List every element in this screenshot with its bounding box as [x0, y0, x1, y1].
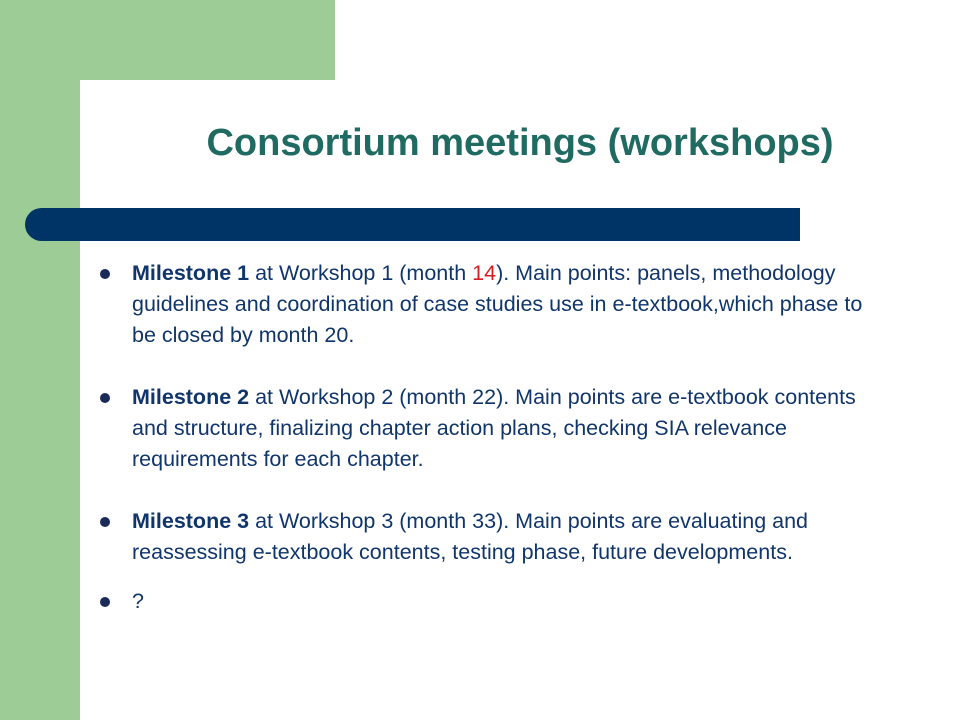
green-top-block: [0, 0, 335, 80]
title-underline-bar: [25, 208, 800, 241]
milestone-label: Milestone 1: [132, 261, 250, 285]
milestone-label: Milestone 2: [132, 385, 250, 409]
bullet-dot-icon: [100, 597, 110, 607]
milestone-label: Milestone 3: [132, 509, 250, 533]
bullet-text: at Workshop 1 (month: [249, 261, 473, 285]
bullet-dot-icon: [100, 269, 110, 279]
bullet-dot-icon: [100, 517, 110, 527]
green-side-strip: [0, 0, 80, 720]
bullet-list: [100, 258, 890, 617]
bullet-text: at Workshop 2 (month 22). Main points are e-textbook contents and structure, finalizing chapter action plans, checking SIA relevance requirements for each chapter.: [132, 385, 856, 471]
bullet-text: at Workshop 3 (month 33). Main points are evaluating and reassessing e-textbook contents, testing phase, future developments.: [132, 509, 809, 564]
bullet-text: ). Main points: panels, methodology guidelines and coordination of case studies use in e-textbook,which phase to be closed by month 20.: [132, 261, 863, 347]
bullet-dot-icon: [100, 393, 110, 403]
slide-title: Consortium meetings (workshops): [206, 122, 834, 164]
bullet-item-question: [100, 586, 890, 617]
bullet-item-milestone-2: [100, 382, 890, 475]
bullet-item-milestone-3: [100, 506, 890, 568]
highlighted-month: 14: [472, 261, 497, 285]
bullet-item-milestone-1: [100, 258, 890, 351]
bullet-text: ?: [132, 589, 144, 613]
